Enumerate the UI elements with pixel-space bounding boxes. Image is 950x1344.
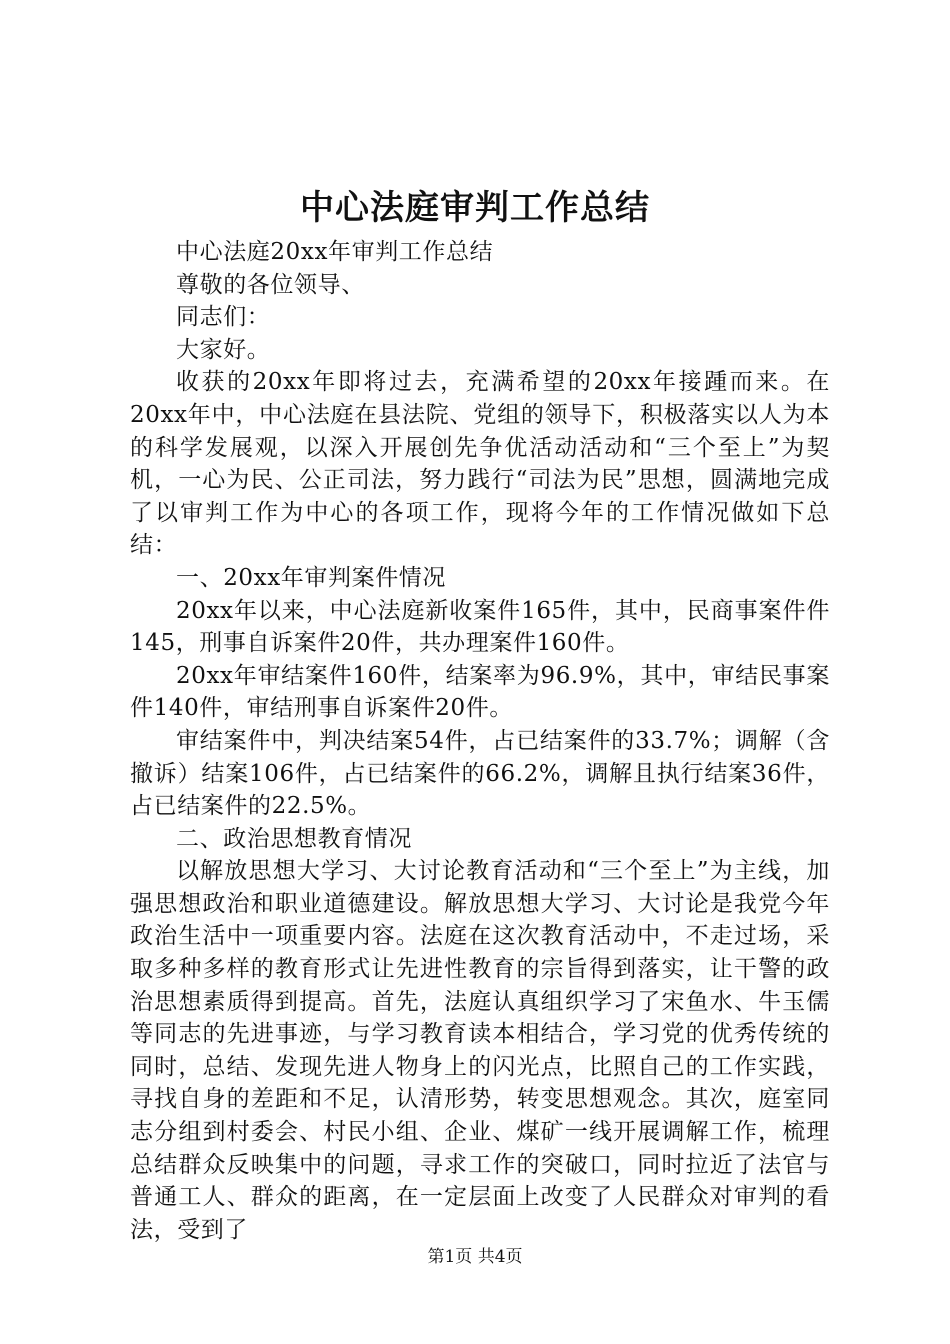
paragraph-salutation-2: 同志们： xyxy=(176,304,271,331)
paragraph-closed-cases: 20xx年审结案件160件，结案率为96.9%，其中，审结民事案件140件，审结刑事自诉案件20件。 xyxy=(130,662,830,722)
paragraph-salutation: 尊敬的各位领导、 xyxy=(176,271,365,298)
page-footer: 第1页 共4页 xyxy=(427,1247,523,1267)
paragraph-new-cases: 20xx年以来，中心法庭新收案件165件，其中，民商事案件件145，刑事自诉案件20件，共办理案件160件。 xyxy=(130,597,830,657)
paragraph-education: 以解放思想大学习、大讨论教育活动和“三个至上”为主线，加强思想政治和职业道德建设。解放思想大学习、大讨论是我党今年政治生活中一项重要内容。法庭在这次教育活动中，不走过场，采取多种多样的教育形式让先进性教育的宗旨得到落实，让干警的政治思想素质得到提高。首先，法庭认真组织学习了宋鱼水、牛玉儒等同志的先进事迹，与学习教育读本相结合，学习党的优秀传统的同时，总结、发现先进人物身上的闪光点，比照自己的工作实践，寻找自身的差距和不足，认清形势，转变思想观念。其次，庭室同志分组到村委会、村民小组、企业、煤矿一线开展调解工作，梳理总结群众反映集中的问题，寻求工作的突破口，同时拉近了法官与普通工人、群众的距离，在一定层面上改变了人民群众对审判的看法，受到了 xyxy=(130,858,830,1243)
paragraph-intro: 收获的20xx年即将过去，充满希望的20xx年接踵而来。在20xx年中，中心法庭在县法院、党组的领导下，积极落实以人为本的科学发展观，以深入开展创先争优活动活动和“三个至上”为契机，一心为民、公正司法，努力践行“司法为民”思想，圆满地完成了以审判工作为中心的各项工作，现将今年的工作情况做如下总结： xyxy=(130,369,830,559)
document-title: 中心法庭审判工作总结 xyxy=(300,188,650,228)
document-body xyxy=(130,236,830,1246)
section-heading-cases: 一、20xx年审判案件情况 xyxy=(176,564,447,591)
paragraph-subtitle: 中心法庭20xx年审判工作总结 xyxy=(176,239,494,265)
section-heading-education: 二、政治思想教育情况 xyxy=(176,825,412,852)
paragraph-case-breakdown: 审结案件中，判决结案54件，占已结案件的33.7%；调解（含撤诉）结案106件，占已结案件的66.2%，调解且执行结案36件，占已结案件的22.5%。 xyxy=(130,727,830,820)
paragraph-greeting: 大家好。 xyxy=(176,336,271,363)
